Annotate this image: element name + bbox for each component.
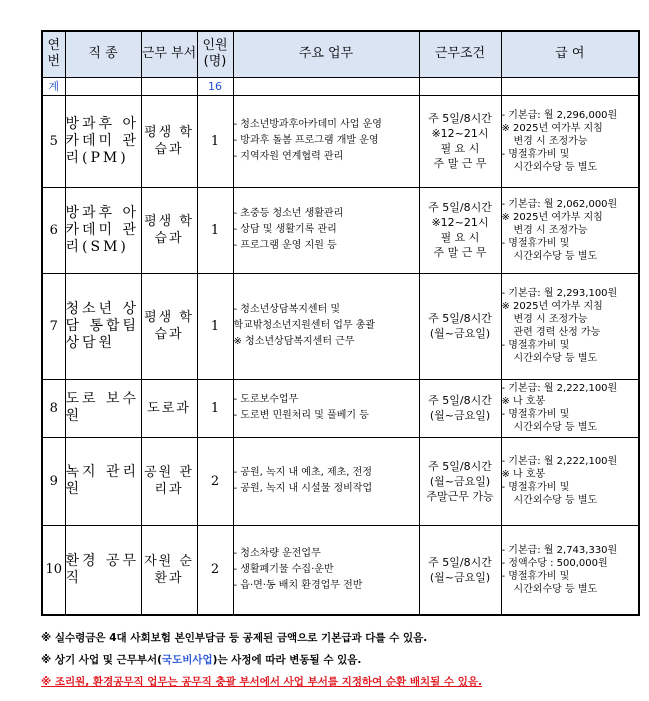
condition-line: 필 요 시 bbox=[440, 142, 480, 155]
pay-cell bbox=[501, 95, 639, 187]
duty-item: - 청소차량 운전업무 bbox=[233, 547, 321, 559]
summary-row bbox=[42, 77, 639, 95]
headcount: 1 bbox=[197, 273, 233, 379]
row-number: 10 bbox=[42, 525, 65, 615]
conditions-cell bbox=[419, 273, 501, 379]
pay-line: - 기본급: 월 2,743,330원 bbox=[501, 544, 618, 556]
condition-line: (월~금요일) bbox=[429, 570, 491, 584]
job-title: 도로 보수원 bbox=[65, 379, 141, 437]
pay-cell bbox=[501, 379, 639, 437]
pay-line: - 명절휴가비 및 bbox=[501, 148, 570, 160]
headcount: 2 bbox=[197, 437, 233, 525]
pay-line: ※ 나 호봉 bbox=[501, 469, 546, 480]
conditions-cell bbox=[419, 525, 501, 615]
condition-line: 주 5일/8시간 bbox=[428, 459, 492, 473]
pay-line: 시간외수당 등 별도 bbox=[513, 353, 598, 364]
department: 자원 순환과 bbox=[141, 525, 197, 615]
duty-item: - 프로그램 운영 지원 등 bbox=[233, 240, 337, 251]
pay-line: ※ 2025년 여가부 지침 bbox=[501, 211, 603, 223]
pay-line: - 명절휴가비 및 bbox=[501, 570, 570, 582]
note-1: ※ 실수령금은 4대 사회보험 본인부담금 등 공제된 금액으로 기본급과 다를 수 있음. bbox=[41, 632, 428, 644]
duty-item: - 공원, 녹지 내 예초, 제초, 전정 bbox=[233, 467, 372, 478]
table-row bbox=[42, 273, 639, 379]
condition-line: 주 말 근 무 bbox=[433, 157, 487, 170]
pay-line: 시간외수당 등 별도 bbox=[513, 422, 598, 433]
condition-line: ※12~21시 bbox=[431, 216, 489, 229]
pay-line: - 명절휴가비 및 bbox=[501, 340, 570, 351]
pay-line: ※ 2025년 여가부 지침 bbox=[501, 301, 603, 312]
row-number: 8 bbox=[42, 379, 65, 437]
duty-item: - 청소년상담복지센터 및 bbox=[233, 304, 341, 315]
condition-line: 주 5일/8시간 bbox=[428, 112, 492, 125]
condition-line: 필 요 시 bbox=[440, 231, 480, 244]
duties-cell bbox=[233, 525, 419, 615]
pay-line: 변경 시 조정가능 bbox=[513, 224, 588, 236]
summary-count: 16 bbox=[197, 77, 233, 95]
pay-line: 시간외수당 등 별도 bbox=[513, 250, 598, 262]
duty-item: - 도로보수업무 bbox=[233, 394, 299, 405]
pay-line: 시간외수당 등 별도 bbox=[513, 583, 598, 595]
department: 평생 학습과 bbox=[141, 273, 197, 379]
job-title: 녹지 관리원 bbox=[65, 437, 141, 525]
row-number: 6 bbox=[42, 187, 65, 273]
note-2-highlight: 국도비사업 bbox=[161, 654, 213, 666]
summary-label: 계 bbox=[42, 77, 65, 95]
row-number: 9 bbox=[42, 437, 65, 525]
headcount: 2 bbox=[197, 525, 233, 615]
duty-item: - 방과후 돌봄 프로그램 개발 운영 bbox=[233, 135, 379, 146]
department: 평생 학습과 bbox=[141, 187, 197, 273]
conditions-cell bbox=[419, 437, 501, 525]
duty-item: - 읍·면·동 배치 환경업무 전반 bbox=[233, 579, 363, 591]
footnotes bbox=[41, 627, 641, 693]
pay-line: - 기본급: 월 2,062,000원 bbox=[501, 198, 618, 210]
duties-cell bbox=[233, 187, 419, 273]
headcount: 1 bbox=[197, 379, 233, 437]
header-count: 인원 (명) bbox=[197, 31, 233, 77]
condition-line: 주말근무 가능 bbox=[426, 489, 494, 503]
table-row bbox=[42, 187, 639, 273]
pay-line: ※ 2025년 여가부 지침 bbox=[501, 122, 603, 134]
pay-line: - 명절휴가비 및 bbox=[501, 409, 570, 420]
pay-line: - 기본급: 월 2,222,100원 bbox=[501, 456, 618, 467]
duties-cell bbox=[233, 95, 419, 187]
department: 공원 관리과 bbox=[141, 437, 197, 525]
pay-line: 관련 경력 산정 가능 bbox=[513, 327, 601, 338]
row-number: 5 bbox=[42, 95, 65, 187]
headcount: 1 bbox=[197, 95, 233, 187]
duty-item: - 청소년방과후아카데미 사업 운영 bbox=[233, 119, 382, 130]
duties-cell bbox=[233, 379, 419, 437]
job-title: 환경 공무직 bbox=[65, 525, 141, 615]
condition-line: (월~금요일) bbox=[429, 327, 491, 340]
job-title: 청소년 상담 통합팀 상담원 bbox=[65, 273, 141, 379]
pay-line: ※ 나 호봉 bbox=[501, 396, 546, 407]
duty-item: - 지역자원 연계협력 관리 bbox=[233, 151, 344, 162]
duty-item: - 도로변 민원처리 및 풀베기 등 bbox=[233, 410, 369, 421]
row-number: 7 bbox=[42, 273, 65, 379]
pay-line: 변경 시 조정가능 bbox=[513, 135, 588, 147]
duties-cell bbox=[233, 437, 419, 525]
duty-item: - 상담 및 생활기록 관리 bbox=[233, 224, 337, 235]
job-title: 방과후 아카데미 관리(PM) bbox=[65, 95, 141, 187]
pay-cell bbox=[501, 187, 639, 273]
pay-line: - 명절휴가비 및 bbox=[501, 482, 570, 493]
department: 평생 학습과 bbox=[141, 95, 197, 187]
pay-cell bbox=[501, 437, 639, 525]
pay-line: 변경 시 조정가능 bbox=[513, 314, 588, 325]
pay-line: 시간외수당 등 별도 bbox=[513, 495, 598, 506]
job-title: 방과후 아카데미 관리(SM) bbox=[65, 187, 141, 273]
condition-line: 주 5일/8시간 bbox=[428, 555, 492, 569]
table-row bbox=[42, 95, 639, 187]
condition-line: (월~금요일) bbox=[429, 474, 491, 488]
header-conditions: 근무조건 bbox=[419, 31, 501, 77]
duty-item: - 공원, 녹지 내 시설물 정비작업 bbox=[233, 483, 373, 494]
note-3: ※ 조리원, 환경공무직 업무는 공무직 충괄 부서에서 사업 부서를 지정하여 순환 배치될 수 있음. bbox=[41, 676, 482, 688]
recruitment-table bbox=[41, 30, 640, 616]
condition-line: ※12~21시 bbox=[431, 127, 489, 140]
note-2: ※ 상기 사업 및 근무부서(국도비사업)는 사정에 따라 변동될 수 있음. bbox=[41, 654, 362, 666]
conditions-cell bbox=[419, 187, 501, 273]
condition-line: 주 5일/8시간 bbox=[428, 394, 492, 407]
duties-cell bbox=[233, 273, 419, 379]
table-row bbox=[42, 379, 639, 437]
department: 도로과 bbox=[141, 379, 197, 437]
header-duties: 주요 업무 bbox=[233, 31, 419, 77]
conditions-cell bbox=[419, 95, 501, 187]
header-dept: 근무 부서 bbox=[141, 31, 197, 77]
pay-cell bbox=[501, 525, 639, 615]
headcount: 1 bbox=[197, 187, 233, 273]
duty-item: - 초중등 청소년 생활관리 bbox=[233, 208, 344, 219]
conditions-cell bbox=[419, 379, 501, 437]
duty-item: ※ 청소년상담복지센터 근무 bbox=[233, 336, 355, 347]
pay-cell bbox=[501, 273, 639, 379]
pay-line: - 기본급: 월 2,222,100원 bbox=[501, 383, 618, 394]
condition-line: 주 말 근 무 bbox=[433, 246, 487, 259]
pay-line: - 기본급: 월 2,296,000원 bbox=[501, 109, 618, 121]
pay-line: - 기본급: 월 2,293,100원 bbox=[501, 288, 618, 299]
pay-line: 시간외수당 등 별도 bbox=[513, 161, 598, 173]
header-pay: 급 여 bbox=[501, 31, 639, 77]
condition-line: 주 5일/8시간 bbox=[428, 312, 492, 325]
header-no: 연번 bbox=[42, 31, 65, 77]
duty-item: 학교밖청소년지원센터 업무 총괄 bbox=[233, 320, 376, 331]
table-row bbox=[42, 525, 639, 615]
condition-line: (월~금요일) bbox=[429, 409, 491, 422]
header-job: 직 종 bbox=[65, 31, 141, 77]
duty-item: - 생활폐기물 수집·운반 bbox=[233, 563, 334, 575]
pay-line: - 명절휴가비 및 bbox=[501, 237, 570, 249]
condition-line: 주 5일/8시간 bbox=[428, 201, 492, 214]
pay-line: - 정액수당 : 500,000원 bbox=[501, 557, 608, 569]
table-row bbox=[42, 437, 639, 525]
header-row bbox=[42, 31, 639, 77]
